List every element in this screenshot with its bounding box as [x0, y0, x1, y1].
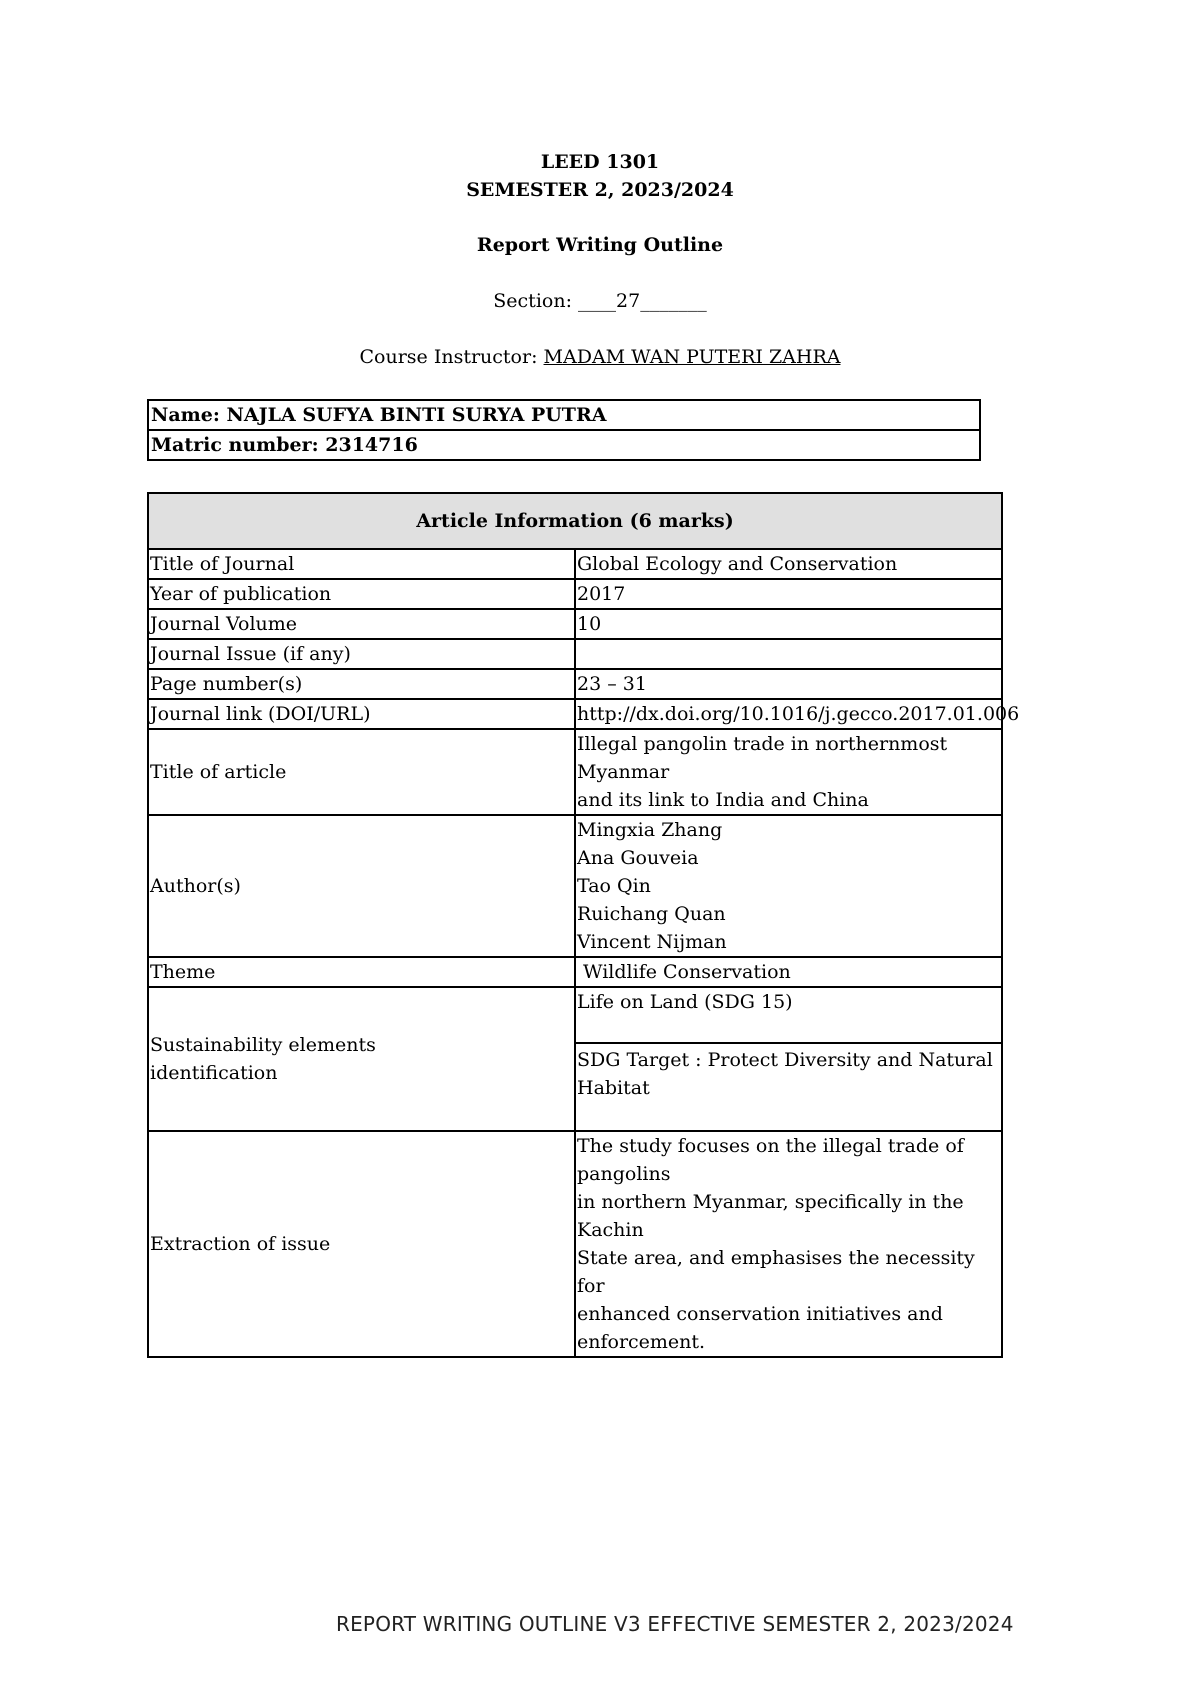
- table-row: [148, 987, 1002, 1043]
- row-label-link: Journal link (DOI/URL): [148, 699, 575, 729]
- row-value-volume: 10: [575, 609, 1002, 639]
- row-value-sdg: Life on Land (SDG 15): [575, 987, 1002, 1043]
- author-name: Ruichang Quan: [577, 903, 726, 925]
- semester: SEMESTER 2, 2023/2024: [466, 179, 734, 201]
- row-value-year: 2017: [575, 579, 1002, 609]
- author-name: Mingxia Zhang: [577, 819, 723, 841]
- doc-title: Report Writing Outline: [476, 234, 724, 256]
- article-info-table: [147, 492, 1020, 1358]
- row-label-issue-extraction: Extraction of issue: [148, 1131, 575, 1357]
- article-heading-row: [148, 493, 1002, 549]
- instructor-line: [0, 345, 1200, 369]
- table-row: [148, 1131, 1002, 1357]
- row-label-year: Year of publication: [148, 579, 575, 609]
- table-row: [148, 609, 1002, 639]
- section-value: ____27_______: [578, 290, 707, 312]
- student-matric-row: [148, 430, 980, 460]
- row-value-journal-title: Global Ecology and Conservation: [575, 549, 1002, 579]
- issue-extraction-line: in northern Myanmar, specifically in the Kachin: [577, 1191, 964, 1241]
- issue-extraction-line: State area, and emphasises the necessity for: [577, 1247, 975, 1297]
- table-row: [148, 729, 1002, 815]
- table-row: [148, 579, 1002, 609]
- row-label-theme: Theme: [148, 957, 575, 987]
- issue-extraction-line: enhanced conservation initiatives and: [577, 1303, 943, 1325]
- table-row: [148, 669, 1002, 699]
- issue-extraction-line: The study focuses on the illegal trade of pangolins: [577, 1135, 964, 1185]
- row-value-pages: 23 – 31: [575, 669, 1002, 699]
- page-footer: REPORT WRITING OUTLINE V3 EFFECTIVE SEMESTER 2, 2023/2024: [336, 1612, 1014, 1636]
- instructor-label: Course Instructor:: [359, 346, 538, 368]
- row-value-issue-extraction: [575, 1131, 1002, 1357]
- row-label-pages: Page number(s): [148, 669, 575, 699]
- table-row: [148, 699, 1002, 729]
- article-heading: Article Information (6 marks): [148, 493, 1002, 549]
- table-row: [148, 549, 1002, 579]
- article-title-line: and its link to India and China: [577, 789, 869, 811]
- instructor-name: MADAM WAN PUTERI ZAHRA: [543, 346, 841, 368]
- student-name: Name: NAJLA SUFYA BINTI SURYA PUTRA: [148, 400, 980, 430]
- sustainability-label-line: Sustainability elements: [150, 1034, 376, 1056]
- student-name-row: [148, 400, 980, 430]
- row-value-article-title: [575, 729, 1002, 815]
- section-label: Section:: [493, 290, 572, 312]
- author-name: Vincent Nijman: [577, 931, 727, 953]
- author-name: Tao Qin: [577, 875, 651, 897]
- row-value-authors: [575, 815, 1002, 957]
- row-label-journal-title: Title of Journal: [148, 549, 575, 579]
- student-matric: Matric number: 2314716: [148, 430, 980, 460]
- article-title-line: Illegal pangolin trade in northernmost Myanmar: [577, 733, 948, 783]
- author-name: Ana Gouveia: [577, 847, 699, 869]
- course-code: LEED 1301: [540, 151, 660, 173]
- row-label-volume: Journal Volume: [148, 609, 575, 639]
- row-value-sdg-target: [575, 1043, 1002, 1131]
- issue-extraction-line: enforcement.: [577, 1331, 706, 1353]
- table-row: [148, 815, 1002, 957]
- sdg-target-line: Habitat: [577, 1077, 650, 1099]
- row-label-article-title: Title of article: [148, 729, 575, 815]
- table-row: [148, 639, 1002, 669]
- student-table: [147, 399, 981, 461]
- row-value-issue: [575, 639, 1002, 669]
- sdg-target-line: SDG Target : Protect Diversity and Natural: [577, 1049, 993, 1071]
- row-label-authors: Author(s): [148, 815, 575, 957]
- row-value-link: http://dx.doi.org/10.1016/j.gecco.2017.01.006: [575, 699, 1002, 729]
- sustainability-label-line: identification: [150, 1062, 278, 1084]
- row-label-issue: Journal Issue (if any): [148, 639, 575, 669]
- row-value-theme: Wildlife Conservation: [575, 957, 1002, 987]
- row-label-sustainability: [148, 987, 575, 1131]
- section-line: [0, 289, 1200, 313]
- table-row: [148, 957, 1002, 987]
